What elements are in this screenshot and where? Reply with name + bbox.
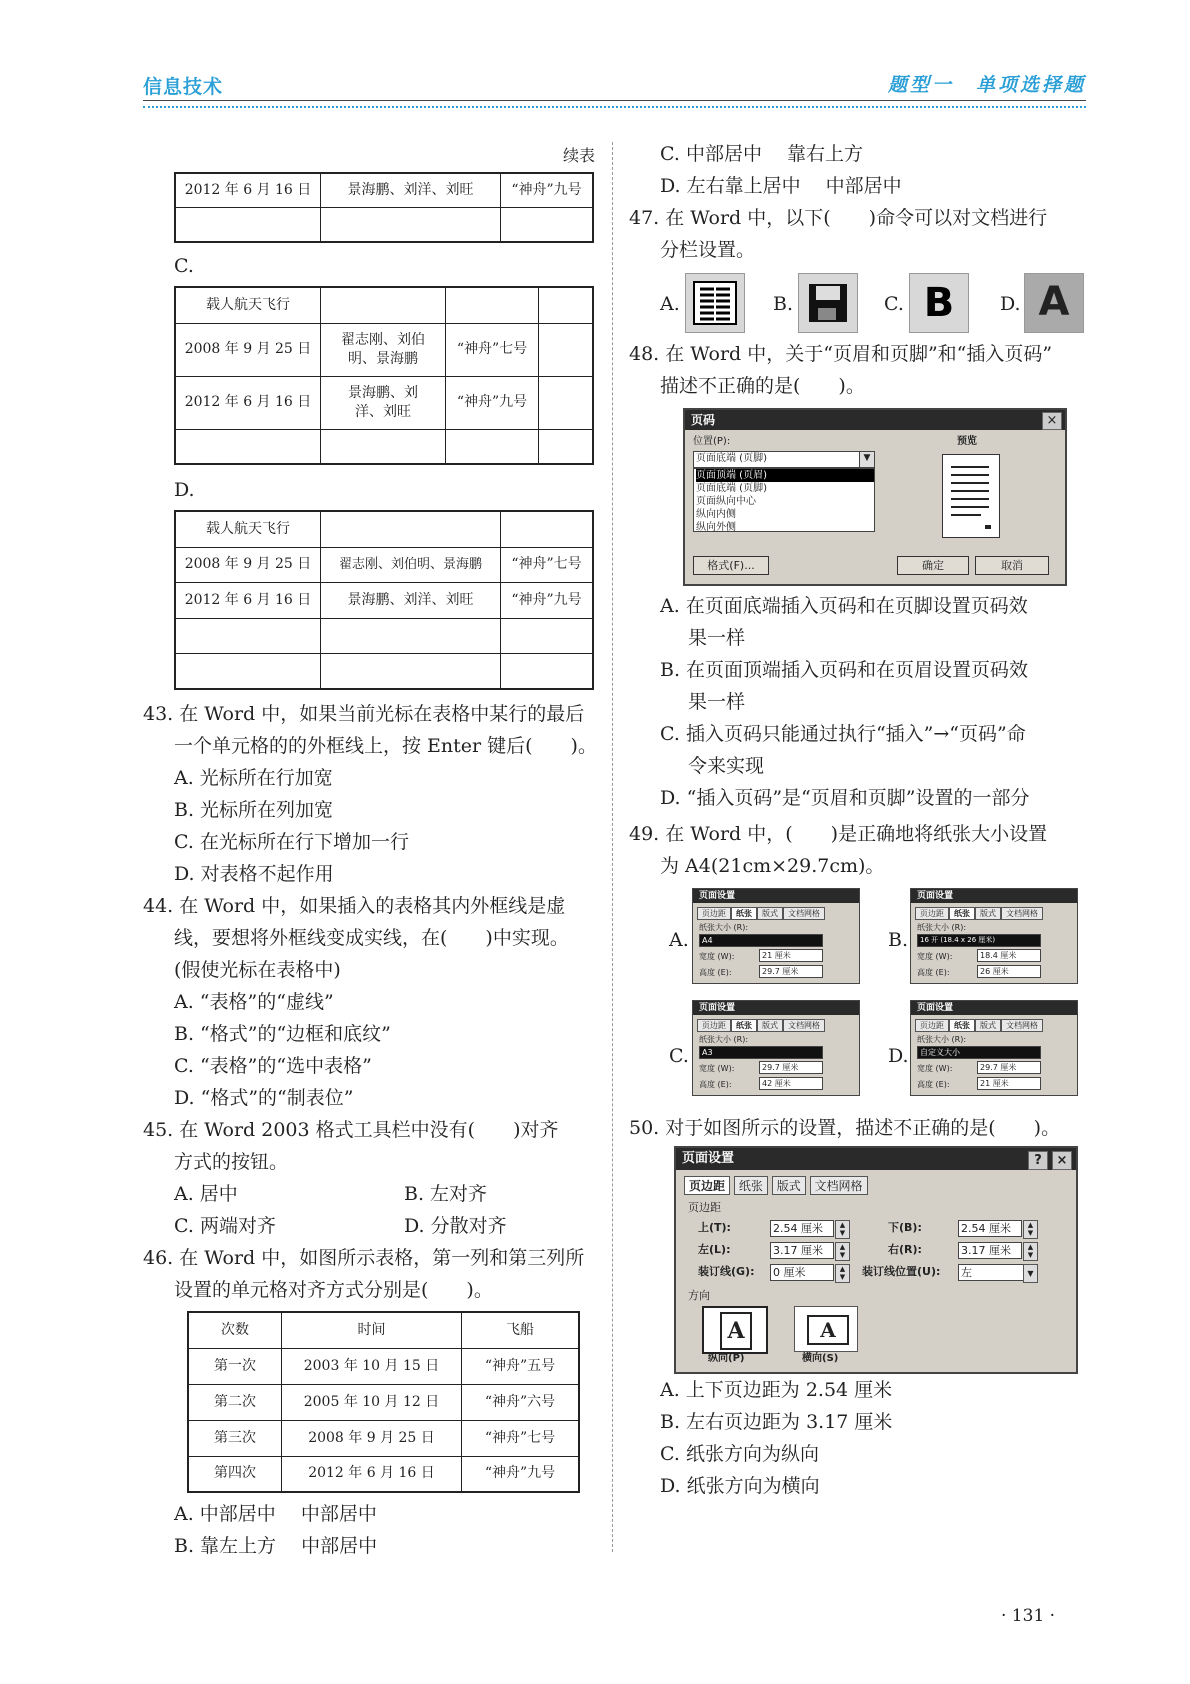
table-cell: “神舟”九号	[501, 582, 594, 618]
question-47	[629, 202, 1047, 266]
dialog-title: 页面设置	[911, 1001, 1077, 1015]
spaceflight-table	[187, 1311, 580, 1493]
dialog-title: 页面设置	[693, 889, 859, 903]
close-icon[interactable]: ×	[1052, 1151, 1072, 1170]
height-label: 高度 (E):	[699, 968, 732, 977]
page-setup-thumbnail	[910, 1000, 1078, 1096]
option-a-cont: 果一样	[688, 627, 746, 649]
option-a: A. 居中	[174, 1183, 238, 1205]
orientation-label: 方向	[688, 1289, 710, 1302]
table-cell: 2003 年 10 月 15 日	[282, 1348, 462, 1384]
table-top	[174, 172, 594, 243]
option-c-label: C.	[174, 255, 194, 277]
height-field[interactable]: 26 厘米	[977, 965, 1041, 978]
list-item[interactable]: 页面纵向中心	[696, 496, 756, 507]
page-setup-thumbnail	[692, 1000, 860, 1096]
table-cell: 2005 年 10 月 12 日	[282, 1384, 462, 1420]
width-label: 宽度 (W):	[699, 952, 735, 961]
option-c: C. “表格”的“选中表格”	[174, 1055, 372, 1077]
option-c: C. 纸张方向为纵向	[660, 1443, 819, 1465]
option-d: D.	[888, 1045, 909, 1067]
table-cell	[321, 207, 501, 242]
tab-layout[interactable]: 版式	[975, 907, 1001, 920]
option-b: B.	[888, 929, 909, 951]
height-field[interactable]: 42 厘米	[759, 1077, 823, 1090]
table-cell	[321, 511, 501, 547]
height-field[interactable]: 21 厘米	[977, 1077, 1041, 1090]
page-setup-dialog	[674, 1146, 1078, 1374]
tab-margins[interactable]: 页边距	[697, 1019, 731, 1032]
question-46-options-cont	[660, 138, 902, 202]
save-icon	[798, 273, 858, 333]
option-a: A. 上下页边距为 2.54 厘米	[660, 1379, 893, 1401]
option-a: A. 中部居中 中部居中	[174, 1503, 377, 1525]
spinner-icon[interactable]: ▲ ▼	[835, 1220, 850, 1239]
gutter-position-label: 装订线位置(U):	[862, 1265, 941, 1278]
question-48	[629, 338, 1052, 402]
paper-size-label: 纸张大小 (R):	[917, 923, 967, 932]
section-title: 题型一 单项选择题	[887, 74, 1086, 96]
option-d-label: D.	[174, 479, 195, 501]
page-setup-thumbnail	[692, 888, 860, 984]
font-color-icon: A	[1024, 273, 1084, 333]
dialog-title: 页面设置	[676, 1148, 1076, 1170]
chevron-down-icon: ▼	[859, 452, 874, 467]
option-b: B. 左对齐	[404, 1183, 488, 1205]
page-setup-thumbnail	[910, 888, 1078, 984]
question-text: 分栏设置。	[660, 239, 756, 261]
table-cell	[501, 618, 594, 653]
option-c-cont: 令来实现	[688, 755, 765, 777]
option-b-cont: 果一样	[688, 691, 746, 713]
option-d: D. “格式”的“制表位”	[174, 1087, 354, 1109]
table-cell	[175, 207, 321, 242]
option-b: B. 左右页边距为 3.17 厘米	[660, 1411, 893, 1433]
question-45	[143, 1114, 603, 1242]
cancel-button[interactable]: 取消	[975, 556, 1049, 575]
width-field[interactable]: 29.7 厘米	[977, 1061, 1041, 1074]
table-cell	[175, 653, 321, 689]
paper-size-select[interactable]: 16 开 (18.4 x 26 厘米)	[917, 934, 1041, 947]
table-cell	[446, 429, 539, 464]
tab-margins[interactable]: 页边距	[915, 1019, 949, 1032]
continued-label: 续表	[563, 146, 596, 165]
table-cell: 翟志刚、刘伯 明、景海鹏	[321, 323, 446, 376]
table-cell: 第二次	[188, 1384, 282, 1420]
question-text: 方式的按钮。	[174, 1151, 289, 1173]
preview-page	[942, 454, 1000, 538]
option-d: D.	[1000, 293, 1021, 315]
question-46-options	[174, 1498, 377, 1562]
ok-button[interactable]: 确定	[897, 556, 969, 575]
table-cell: 第一次	[188, 1348, 282, 1384]
table-cell	[539, 376, 594, 429]
question-49	[629, 818, 1047, 882]
table-cell: 2008 年 9 月 25 日	[175, 323, 321, 376]
table-cell: “神舟”六号	[462, 1384, 580, 1420]
format-button[interactable]: 格式(F)...	[693, 556, 769, 575]
question-text: 线，要想将外框线变成实线，在( )中实现。	[174, 927, 569, 949]
table-cell: “神舟”七号	[501, 547, 594, 582]
table-cell: “神舟”七号	[446, 323, 539, 376]
question-text: 49. 在 Word 中，( )是正确地将纸张大小设置	[629, 823, 1048, 845]
option-b: B. 光标所在列加宽	[174, 799, 334, 821]
gutter-label: 装订线(G):	[698, 1265, 755, 1278]
left-margin-label: 左(L):	[698, 1243, 731, 1256]
option-b: B.	[773, 293, 794, 315]
tab-layout[interactable]: 版式	[772, 1176, 806, 1195]
list-item[interactable]: 纵向外侧	[696, 522, 736, 533]
table-cell: “神舟”七号	[462, 1420, 580, 1456]
spinner-icon[interactable]: ▲ ▼	[1023, 1220, 1038, 1239]
table-cell: “神舟”九号	[462, 1456, 580, 1492]
table-cell: 2008 年 9 月 25 日	[282, 1420, 462, 1456]
table-option-d	[174, 510, 594, 690]
table-header: 飞船	[462, 1312, 580, 1348]
top-margin-label: 上(T):	[698, 1221, 731, 1234]
column-divider	[612, 142, 613, 1552]
paper-size-select[interactable]: A3	[699, 1046, 823, 1059]
chevron-down-icon[interactable]: ▼	[1023, 1264, 1038, 1283]
table-cell	[321, 618, 501, 653]
table-cell	[175, 429, 321, 464]
tab-paper[interactable]: 纸张	[734, 1176, 768, 1195]
question-text: 48. 在 Word 中，关于“页眉和页脚”和“插入页码”	[629, 343, 1053, 365]
table-cell: “神舟”九号	[446, 376, 539, 429]
tab-layout[interactable]: 版式	[757, 907, 783, 920]
top-margin-field[interactable]: 2.54 厘米	[770, 1220, 834, 1237]
tab-docgrid[interactable]: 文档网格	[1001, 1019, 1043, 1032]
tab-docgrid[interactable]: 文档网格	[783, 1019, 825, 1032]
option-a: A. 光标所在行加宽	[174, 767, 333, 789]
tab-paper[interactable]: 纸张	[731, 907, 757, 920]
tab-paper[interactable]: 纸张	[731, 1019, 757, 1032]
tab-paper[interactable]: 纸张	[949, 907, 975, 920]
tab-margins[interactable]: 页边距	[684, 1176, 730, 1195]
table-cell	[321, 653, 501, 689]
landscape-label: 横向(S)	[802, 1353, 839, 1364]
table-cell	[446, 287, 539, 323]
width-label: 宽度 (W):	[917, 952, 953, 961]
option-c: C. 两端对齐	[174, 1215, 276, 1237]
question-50-options	[660, 1374, 892, 1502]
close-icon[interactable]: ×	[1042, 412, 1062, 430]
gutter-position-select[interactable]: 左	[958, 1264, 1026, 1281]
table-cell: 景海鹏、刘洋、刘旺	[321, 582, 501, 618]
question-text: (假使光标在表格中)	[174, 959, 341, 981]
margins-group-label: 页边距	[688, 1201, 721, 1214]
dialog-title: 页面设置	[693, 1001, 859, 1015]
preview-label: 预览	[957, 436, 977, 447]
bold-icon: B	[909, 273, 969, 333]
height-field[interactable]: 29.7 厘米	[759, 965, 823, 978]
option-d: D. 分散对齐	[404, 1215, 507, 1237]
header-rule	[143, 100, 1086, 101]
option-c: C.	[669, 1045, 689, 1067]
table-cell	[501, 207, 594, 242]
position-options-list[interactable]	[693, 468, 875, 532]
option-a: A.	[669, 929, 689, 951]
question-44	[143, 890, 569, 1114]
height-label: 高度 (E):	[917, 968, 950, 977]
question-text: 描述不正确的是( )。	[660, 375, 865, 397]
table-cell	[539, 323, 594, 376]
bottom-margin-label: 下(B):	[888, 1221, 922, 1234]
left-margin-field[interactable]: 3.17 厘米	[770, 1242, 834, 1259]
tab-layout[interactable]: 版式	[975, 1019, 1001, 1032]
table-cell: 载人航天飞行	[175, 287, 321, 323]
width-field[interactable]: 21 厘米	[759, 949, 823, 962]
list-item[interactable]: 页面顶端 (页眉)	[696, 469, 874, 482]
option-b: B. “格式”的“边框和底纹”	[174, 1023, 391, 1045]
table-cell: 景海鹏、刘 洋、刘旺	[321, 376, 446, 429]
dialog-title: 页面设置	[911, 889, 1077, 903]
portrait-button[interactable]	[702, 1306, 768, 1354]
help-icon[interactable]: ?	[1028, 1151, 1048, 1170]
page-number: · 131 ·	[1001, 1606, 1056, 1626]
option-c: C. 在光标所在行下增加一行	[174, 831, 409, 853]
portrait-label: 纵向(P)	[708, 1353, 745, 1364]
question-text: 设置的单元格对齐方式分别是( )。	[174, 1279, 493, 1301]
right-margin-label: 右(R):	[888, 1243, 922, 1256]
paper-size-select[interactable]: 自定义大小	[917, 1046, 1041, 1059]
dialog-title: 页码	[685, 410, 1065, 430]
height-label: 高度 (E):	[917, 1080, 950, 1089]
paper-size-label: 纸张大小 (R):	[699, 923, 749, 932]
table-cell	[501, 653, 594, 689]
page-number-dialog	[683, 408, 1067, 586]
option-c: C.	[884, 293, 904, 315]
landscape-button[interactable]	[794, 1306, 858, 1352]
question-text: 45. 在 Word 2003 格式工具栏中没有( )对齐	[143, 1119, 559, 1141]
table-cell	[539, 287, 594, 323]
option-d: D. 纸张方向为横向	[660, 1475, 820, 1497]
columns-icon	[685, 273, 745, 333]
table-cell: 第三次	[188, 1420, 282, 1456]
tab-docgrid[interactable]: 文档网格	[783, 907, 825, 920]
paper-size-label: 纸张大小 (R):	[699, 1035, 749, 1044]
table-cell: 2012 年 6 月 16 日	[175, 376, 321, 429]
question-50	[629, 1112, 1060, 1144]
option-b: B. 在页面顶端插入页码和在页眉设置页码效	[660, 659, 1029, 681]
question-46	[143, 1242, 584, 1306]
option-d: D. “插入页码”是“页眉和页脚”设置的一部分	[660, 787, 1030, 809]
table-cell: 景海鹏、刘洋、刘旺	[321, 173, 501, 207]
option-a: A.	[660, 293, 680, 315]
table-cell	[321, 287, 446, 323]
table-cell	[539, 429, 594, 464]
question-43	[143, 698, 597, 890]
table-cell: 2012 年 6 月 16 日	[282, 1456, 462, 1492]
tab-layout[interactable]: 版式	[757, 1019, 783, 1032]
tab-margins[interactable]: 页边距	[697, 907, 731, 920]
list-item[interactable]: 页面底端 (页脚)	[696, 483, 767, 494]
width-field[interactable]: 18.4 厘米	[977, 949, 1041, 962]
option-d: D. 左右靠上居中 中部居中	[660, 175, 902, 197]
position-select[interactable]: 页面底端 (页脚) ▼	[693, 451, 875, 468]
question-48-options	[660, 590, 1030, 814]
list-item[interactable]: 纵向内侧	[696, 509, 736, 520]
table-cell: 2012 年 6 月 16 日	[175, 173, 321, 207]
bottom-margin-field[interactable]: 2.54 厘米	[958, 1220, 1022, 1237]
table-cell	[321, 429, 446, 464]
option-c: C. 插入页码只能通过执行“插入”→“页码”命	[660, 723, 1026, 745]
option-a: A. 在页面底端插入页码和在页脚设置页码效	[660, 595, 1028, 617]
table-header: 次数	[188, 1312, 282, 1348]
table-cell: 载人航天飞行	[175, 511, 321, 547]
table-header: 时间	[282, 1312, 462, 1348]
table-cell: 2008 年 9 月 25 日	[175, 547, 321, 582]
right-margin-field[interactable]: 3.17 厘米	[958, 1242, 1022, 1259]
table-cell	[501, 511, 594, 547]
tab-margins[interactable]: 页边距	[915, 907, 949, 920]
width-label: 宽度 (W):	[699, 1064, 735, 1073]
table-cell: “神舟”九号	[501, 173, 594, 207]
question-text: 44. 在 Word 中，如果插入的表格其内外框线是虚	[143, 895, 566, 917]
option-d: D. 对表格不起作用	[174, 863, 334, 885]
table-cell: 第四次	[188, 1456, 282, 1492]
portrait-icon: A	[720, 1312, 752, 1350]
width-label: 宽度 (W):	[917, 1064, 953, 1073]
question-text: 43. 在 Word 中，如果当前光标在表格中某行的最后	[143, 703, 585, 725]
header-dotted-rule	[143, 106, 1086, 108]
option-a: A. “表格”的“虚线”	[174, 991, 334, 1013]
paper-size-select[interactable]: A4	[699, 934, 823, 947]
tab-paper[interactable]: 纸张	[949, 1019, 975, 1032]
option-c: C. 中部居中 靠右上方	[660, 143, 863, 165]
table-cell: 翟志刚、刘伯明、景海鹏	[321, 547, 501, 582]
table-cell: “神舟”五号	[462, 1348, 580, 1384]
table-cell: 2012 年 6 月 16 日	[175, 582, 321, 618]
question-text: 47. 在 Word 中，以下( )命令可以对文档进行	[629, 207, 1048, 229]
tab-docgrid[interactable]: 文档网格	[1001, 907, 1043, 920]
height-label: 高度 (E):	[699, 1080, 732, 1089]
gutter-field[interactable]: 0 厘米	[770, 1264, 834, 1281]
tab-docgrid[interactable]: 文档网格	[810, 1176, 868, 1195]
table-option-c	[174, 286, 594, 465]
paper-size-label: 纸张大小 (R):	[917, 1035, 967, 1044]
question-text: 一个单元格的的外框线上，按 Enter 键后( )。	[174, 735, 597, 757]
question-text: 50. 对于如图所示的设置，描述不正确的是( )。	[629, 1117, 1061, 1139]
spinner-icon[interactable]: ▲ ▼	[835, 1264, 850, 1283]
spinner-icon[interactable]: ▲ ▼	[1023, 1242, 1038, 1261]
width-field[interactable]: 29.7 厘米	[759, 1061, 823, 1074]
question-text: 46. 在 Word 中，如图所示表格，第一列和第三列所	[143, 1247, 585, 1269]
option-b: B. 靠左上方 中部居中	[174, 1535, 378, 1557]
position-label: 位置(P):	[693, 436, 731, 447]
landscape-icon: A	[807, 1315, 849, 1345]
subject-title: 信息技术	[143, 76, 224, 98]
table-cell	[175, 618, 321, 653]
question-text: 为 A4(21cm×29.7cm)。	[660, 855, 885, 877]
spinner-icon[interactable]: ▲ ▼	[835, 1242, 850, 1261]
